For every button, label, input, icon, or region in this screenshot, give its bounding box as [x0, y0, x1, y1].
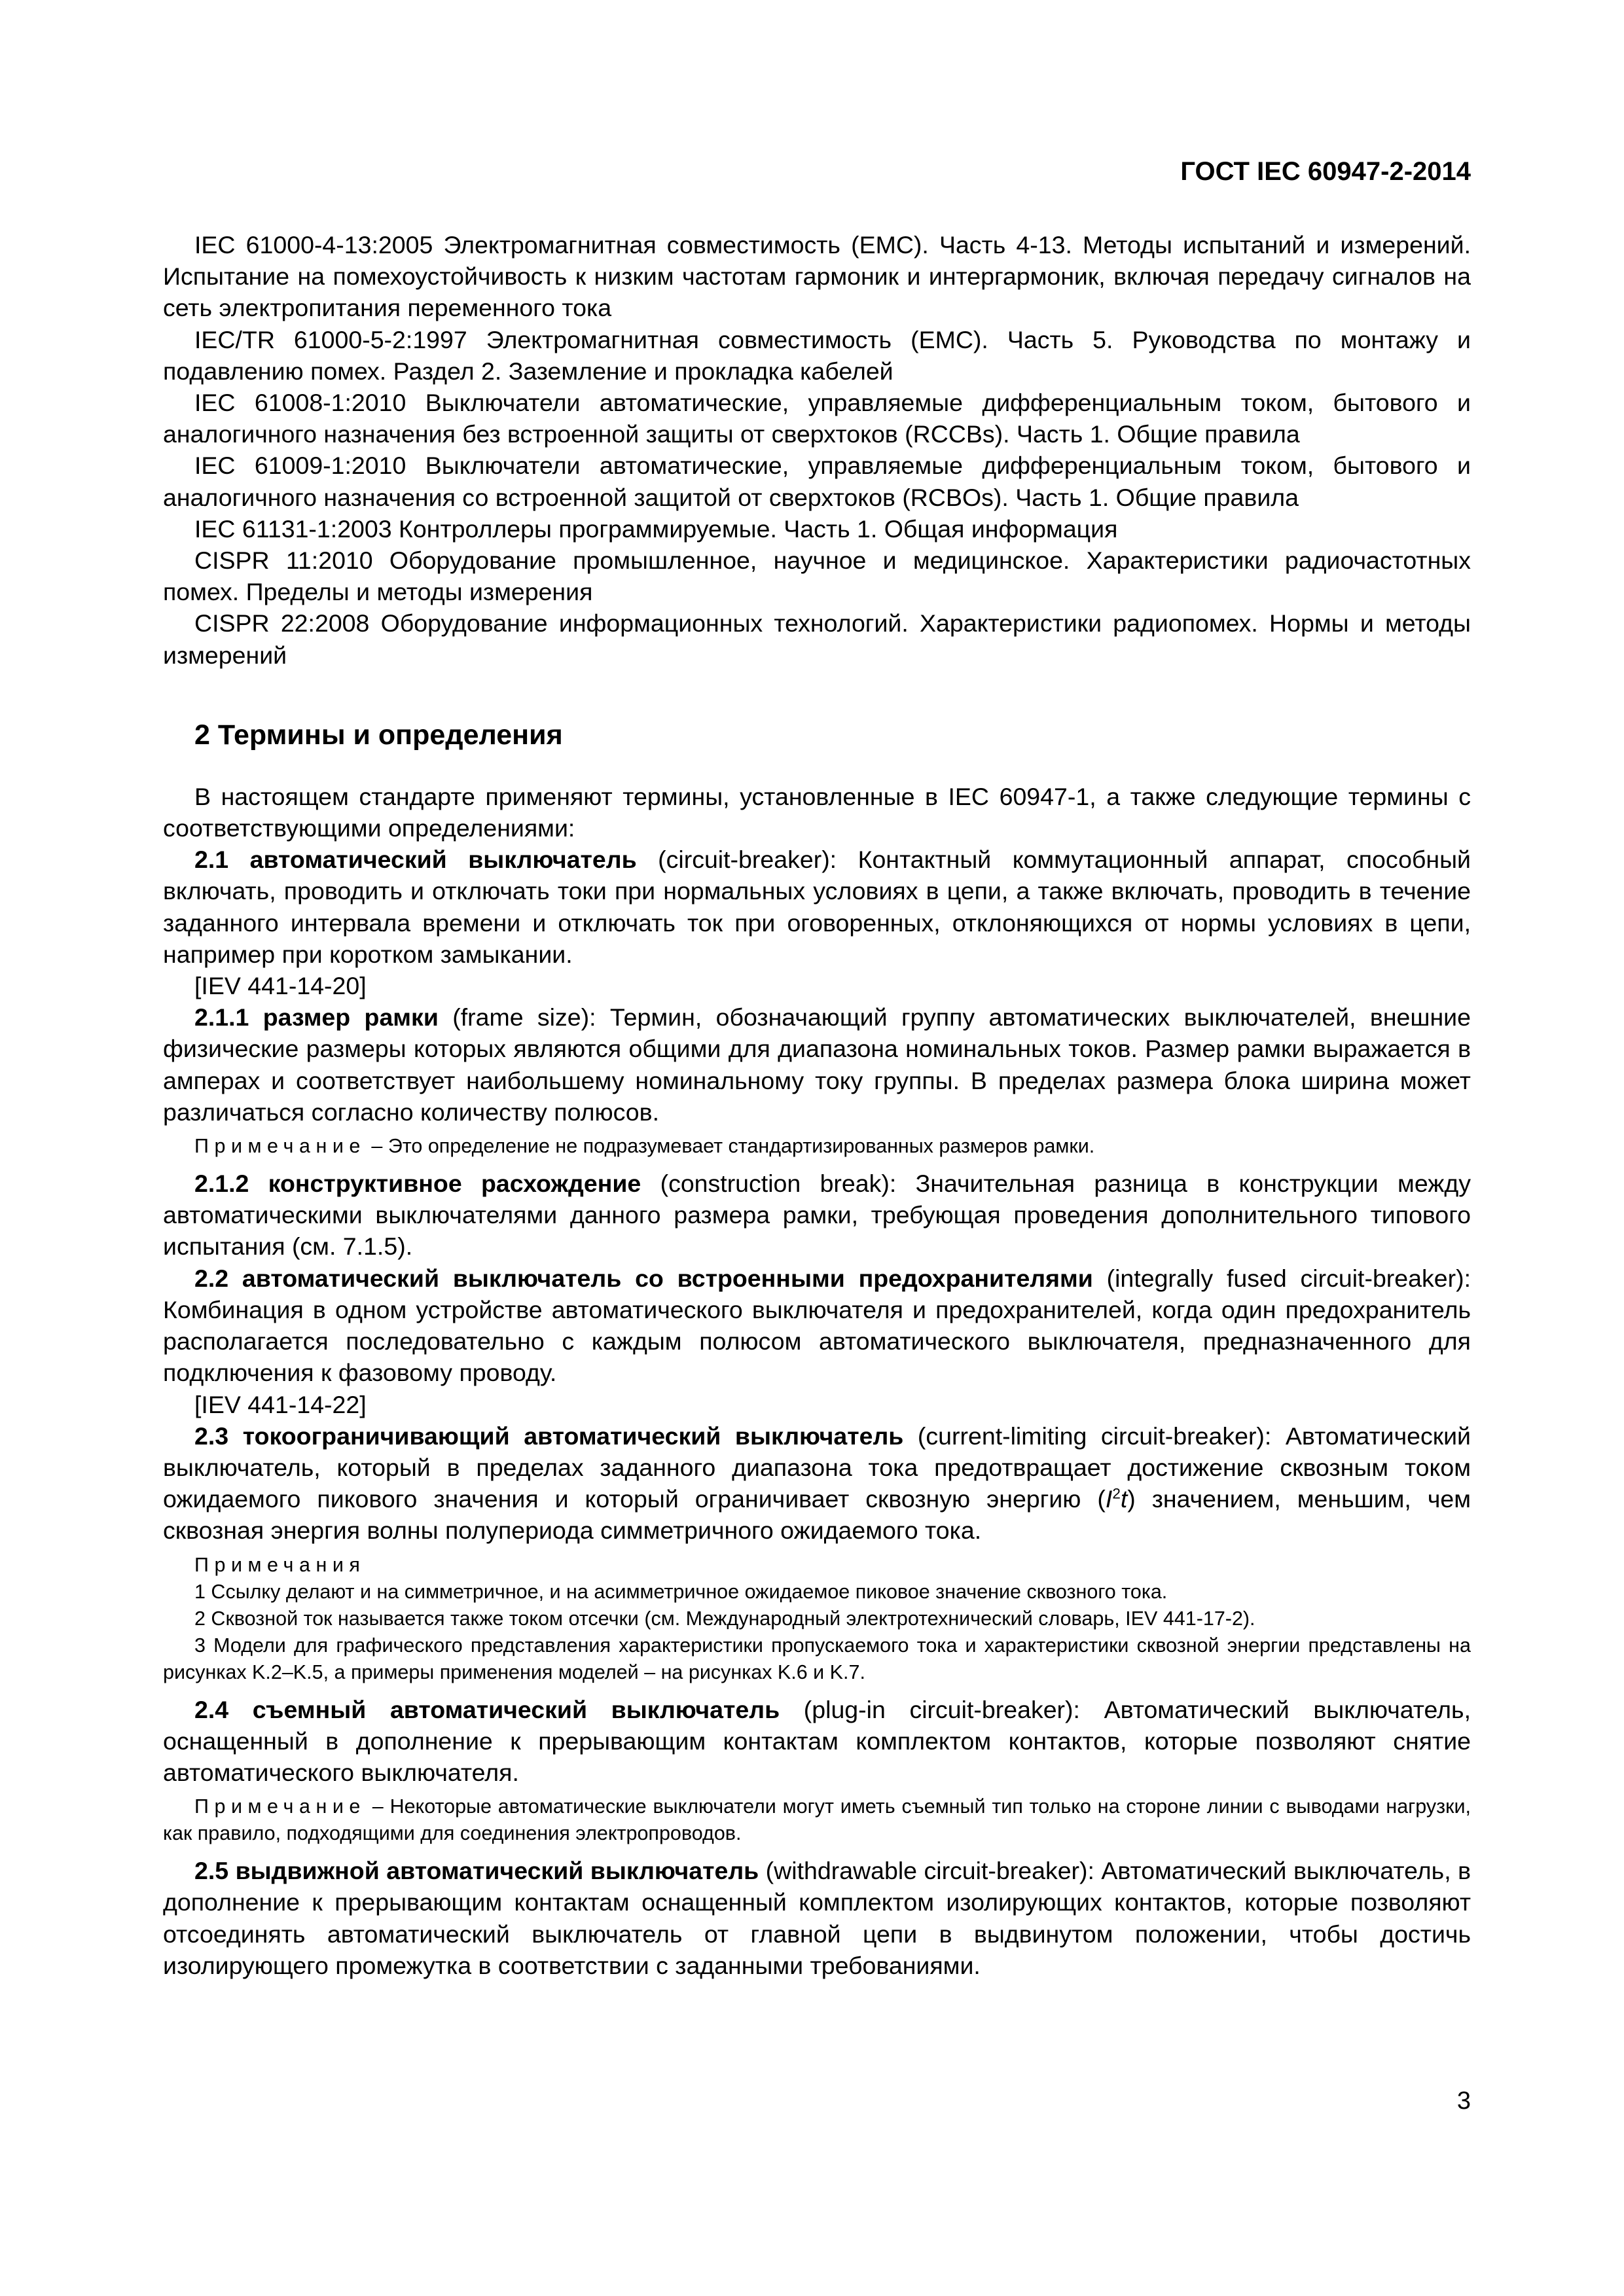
reference-item: IEC 61000-4-13:2005 Электромагнитная совместимость (EMC). Часть 4-13. Методы испытаний и измерений. Испытание на помехоустойчивость к низким частотам гармоник и интергармоник, включая передачу сигналов на сеть электропитания переменного тока	[163, 231, 1471, 322]
page-content	[163, 229, 1471, 1981]
formula-i: I	[1105, 1485, 1113, 1513]
note-label: Примечание	[194, 1135, 366, 1158]
term-reference: [IEV 441-14-20]	[194, 972, 367, 1000]
note-item: 1 Ссылку делают и на симметричное, и на асимметричное ожидаемое пиковое значение сквозного тока.	[194, 1580, 1168, 1603]
note-item: 3 Модели для графического представления характеристики пропускаемого тока и характеристики сквозной энергии представлены на рисунках K.2–K.5, а примеры применения моделей – на рисунках K.6 и K.7.	[163, 1634, 1471, 1683]
term-lead: 2.1.1 размер рамки	[194, 1003, 439, 1031]
reference-item: IEC/TR 61000-5-2:1997 Электромагнитная совместимость (EMC). Часть 5. Руководства по монтажу и подавлению помех. Раздел 2. Заземление и прокладка кабелей	[163, 325, 1471, 385]
note-text: – Это определение не подразумевает стандартизированных размеров рамки.	[365, 1135, 1095, 1158]
term-lead: 2.3 токоограничивающий автоматический выключатель	[194, 1422, 904, 1450]
term-definition: (plug-in circuit-breaker): Автоматический выключатель, оснащенный в дополнение к прерывающим контактам комплектом контактов, которые позволяют снятие автоматического выключателя.	[163, 1695, 1471, 1786]
term-2-2	[163, 1263, 1471, 1389]
term-lead: 2.4 съемный автоматический выключатель	[194, 1695, 780, 1723]
term-lead: 2.2 автоматический выключатель со встроенными предохранителями	[194, 1264, 1093, 1292]
term-note	[163, 1133, 1471, 1160]
term-definition-cont: ) значением, меньшим, чем сквозная энергия волны полупериода симметричного ожидаемого тока.	[163, 1485, 1471, 1545]
term-definition: (construction break): Значительная разница в конструкции между автоматическими выключателями данного размера рамки, требующая проведения дополнительного типового испытания (см. 7.1.5).	[163, 1170, 1471, 1261]
section-intro: В настоящем стандарте применяют термины, установленные в IEC 60947-1, а также следующие термины с соответствующими определениями:	[163, 782, 1471, 842]
term-definition: (frame size): Термин, обозначающий группу автоматических выключателей, внешние физические размеры которых являются общими для диапазона номинальных токов. Размер рамки выражается в амперах и соответствует наибольшему номинальному току группы. В пределах размера блока ширина может различаться согласно количеству полюсов.	[163, 1003, 1471, 1126]
notes-label: Примечания	[194, 1553, 366, 1576]
reference-item: IEC 61131-1:2003 Контроллеры программируемые. Часть 1. Общая информация	[194, 514, 1118, 543]
term-definition: (withdrawable circuit-breaker): Автоматический выключатель, в дополнение к прерывающим контактам оснащенный комплектом изолирующих контактов, которые позволяют отсоединять автоматический выключатель от главной цепи в выдвинутом положении, чтобы достичь изолирующего промежутка в соответствии с заданными требованиями.	[163, 1857, 1471, 1979]
term-lead: 2.1.2 конструктивное расхождение	[194, 1170, 641, 1198]
term-2-5	[163, 1855, 1471, 1981]
term-2-1-1	[163, 1001, 1471, 1128]
term-definition: (circuit-breaker): Контактный коммутационный аппарат, способный включать, проводить и отключать токи при нормальных условиях в цепи, а также включать, проводить в течение заданного интервала времени и отключать ток при оговоренных, отклоняющихся от нормы условиях в цепи, например при коротком замыкании.	[163, 846, 1471, 968]
section-heading: 2 Термины и определения	[194, 719, 563, 751]
reference-item: IEC 61008-1:2010 Выключатели автоматические, управляемые дифференциальным током, бытового и аналогичного назначения без встроенной защиты от сверхтоков (RCCBs). Часть 1. Общие правила	[163, 389, 1471, 448]
term-2-1-2	[163, 1168, 1471, 1263]
term-2-1	[163, 844, 1471, 970]
term-definition: (current-limiting circuit-breaker): Автоматический выключатель, который в пределах заданного диапазона тока предотвращает достижение сквозным током ожидаемого пикового значения и который ограничивает сквозную энергию (	[163, 1422, 1471, 1513]
reference-item: IEC 61009-1:2010 Выключатели автоматические, управляемые дифференциальным током, бытового и аналогичного назначения со встроенной защитой от сверхтоков (RCBOs). Часть 1. Общие правила	[163, 452, 1471, 511]
reference-item: CISPR 22:2008 Оборудование информационных технологий. Характеристики радиопомех. Нормы и методы измерений	[163, 609, 1471, 669]
term-2-4	[163, 1694, 1471, 1789]
term-note	[163, 1793, 1471, 1847]
page-number: 3	[1456, 2087, 1471, 2115]
term-lead: 2.1 автоматический выключатель	[194, 846, 637, 874]
note-item: 2 Сквозной ток называется также током отсечки (см. Международный электротехнический словарь, IEV 441-17-2).	[194, 1607, 1255, 1630]
reference-item: CISPR 11:2010 Оборудование промышленное, научное и медицинское. Характеристики радиочастотных помех. Пределы и методы измерения	[163, 547, 1471, 606]
term-reference: [IEV 441-14-22]	[194, 1390, 367, 1418]
note-text: – Некоторые автоматические выключатели могут иметь съемный тип только на стороне линии с выводами нагрузки, как правило, подходящими для соединения электропроводов.	[163, 1795, 1471, 1845]
document-code-header: ГОСТ IEC 60947-2-2014	[1180, 157, 1471, 186]
note-label: Примечание	[194, 1795, 366, 1818]
term-2-3	[163, 1420, 1471, 1547]
term-lead: 2.5 выдвижной автоматический выключатель	[194, 1857, 759, 1885]
formula-sup: 2	[1112, 1485, 1121, 1502]
formula-t: t	[1120, 1485, 1128, 1513]
term-definition: (integrally fused circuit-breaker): Комбинация в одном устройстве автоматического выключателя и предохранителей, когда один предохранитель располагается последовательно с каждым полюсом автоматического выключателя, предназначенного для подключения к фазовому проводу.	[163, 1264, 1471, 1387]
